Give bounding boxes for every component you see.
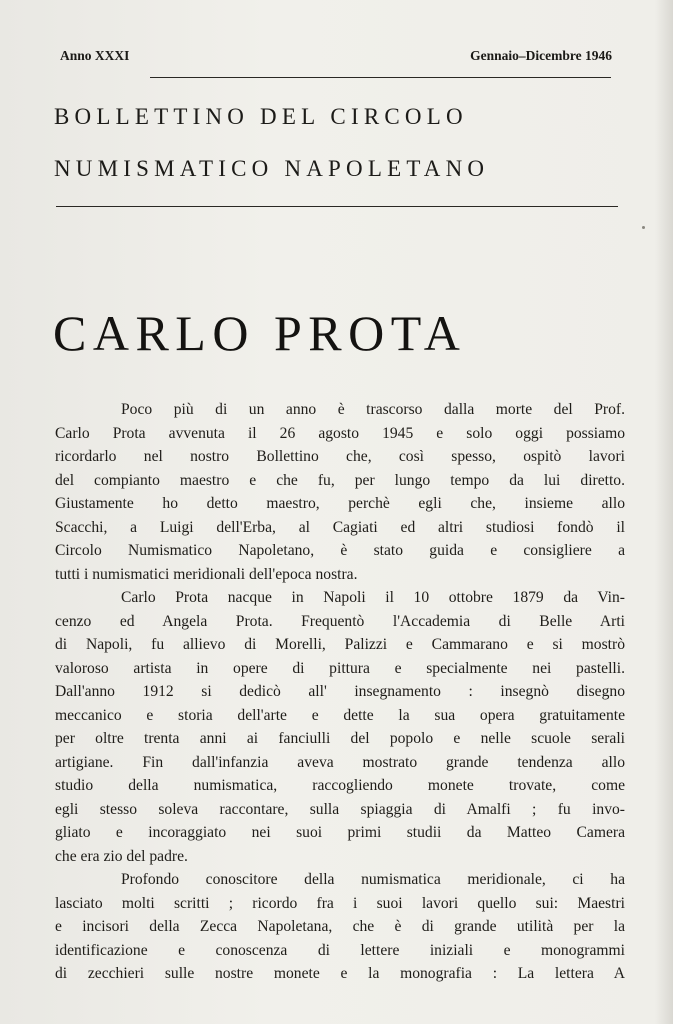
journal-title-line-2: NUMISMATICO NAPOLETANO (54, 156, 490, 181)
body-line: di zecchieri sulle nostre monete e la monografia : La lettera A (55, 965, 625, 982)
body-line: valoroso artista in opere di pittura e specialmente nei pastelli. (55, 659, 625, 677)
body-line: Scacchi, a Luigi dell'Erba, al Cagiati ed altri studiosi fondò il (55, 518, 625, 536)
body-line: Dall'anno 1912 si dedicò all' insegnamento : insegnò disegno (55, 683, 625, 700)
article-body (55, 398, 625, 986)
volume-label: Anno XXXI (60, 48, 130, 63)
body-line: Profondo conoscitore della numismatica meridionale, ci ha (121, 871, 625, 888)
period-label: Gennaio–Dicembre 1946 (470, 48, 612, 63)
body-line: egli stesso soleva raccontare, sulla spiaggia di Amalfi ; fu invo- (55, 800, 625, 818)
body-line: cenzo ed Angela Prota. Frequentò l'Accademia di Belle Arti (55, 612, 625, 630)
body-line: lasciato molti scritti ; ricordo fra i suoi lavori quello sui: Maestri (55, 894, 625, 912)
body-line: studio della numismatica, raccogliendo monete trovate, come (55, 777, 625, 794)
body-line: tutti i numismatici meridionali dell'epoca nostra. (55, 565, 358, 583)
body-line: gliato e incoraggiato nei suoi primi studii da Matteo Camera (55, 824, 625, 841)
body-line: e incisori della Zecca Napoletana, che è di grande utilità per la (55, 918, 625, 935)
article-title: CARLO PROTA (53, 305, 467, 361)
header-rule (150, 77, 611, 78)
body-line: che era zio del padre. (55, 847, 188, 865)
body-line: del compianto maestro e che fu, per lungo tempo da lui diretto. (55, 471, 625, 489)
body-line: ricordarlo nel nostro Bollettino che, così spesso, ospitò lavori (55, 448, 625, 465)
body-line: di Napoli, fu allievo di Morelli, Palizzi e Cammarano e si mostrò (55, 636, 625, 653)
body-line: Circolo Numismatico Napoletano, è stato guida e consigliere a (55, 542, 625, 559)
journal-title-line-1: BOLLETTINO DEL CIRCOLO (54, 104, 468, 129)
title-rule (56, 206, 618, 207)
body-line: Carlo Prota avvenuta il 26 agosto 1945 e solo oggi possiamo (55, 424, 625, 442)
body-line: Carlo Prota nacque in Napoli il 10 ottobre 1879 da Vin- (121, 589, 625, 606)
body-line: identificazione e conoscenza di lettere iniziali e monogrammi (55, 941, 625, 959)
body-line: meccanico e storia dell'arte e dette la sua opera gratuitamente (55, 706, 625, 724)
body-line: Poco più di un anno è trascorso dalla morte del Prof. (121, 401, 625, 418)
page-edge-shadow (655, 0, 673, 1024)
paper-speck (642, 226, 645, 229)
body-line: Giustamente ho detto maestro, perchè egli che, insieme allo (55, 495, 625, 512)
body-line: per oltre trenta anni ai fanciulli del popolo e nelle scuole serali (55, 730, 625, 747)
body-line: artigiane. Fin dall'infanzia aveva mostrato grande tendenza allo (55, 753, 625, 771)
running-header (60, 48, 612, 70)
